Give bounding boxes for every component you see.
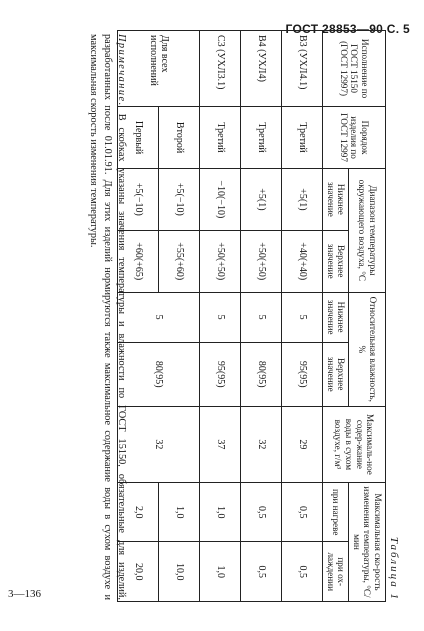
cell-temp-high: +50(+50) xyxy=(241,230,282,292)
cell-hum-high-merged: 80(95) xyxy=(118,342,200,406)
cell-execution: В3 (УХЛ4.1) xyxy=(282,31,323,107)
cell-max-water: 32 xyxy=(241,406,282,482)
header-humidity: Относительная влажность, % xyxy=(349,292,386,406)
cell-temp-high: +60(+65) xyxy=(118,230,159,292)
table-row xyxy=(282,31,323,602)
cell-rate-heat: 1,0 xyxy=(159,482,200,541)
header-temp-high: Верхнее значение xyxy=(323,230,349,292)
cell-temp-high: +40(+40) xyxy=(282,230,323,292)
cell-hum-low: 5 xyxy=(241,292,282,342)
header-max-rate: Максимальная ско-рость изменения температуры, °С/мин xyxy=(349,482,386,601)
cell-rate-heat: 0,5 xyxy=(241,482,282,541)
table-row xyxy=(241,31,282,602)
cell-order: Третий xyxy=(200,107,241,169)
note-text: В скобках указаны значения температуры и влажности по ГОСТ 15150, обязательные для изделий, разработанных после 01.01.91. Для этих изделий нормируются также максимальное содержание воды в сухом воздухе и максимальная скорость изменения температуры. xyxy=(88,34,127,600)
cell-rate-heat: 0,5 xyxy=(282,482,323,541)
table-row xyxy=(159,31,200,602)
header-execution: Исполнение по ГОСТ 15150 (ГОСТ 12997) xyxy=(323,31,386,107)
page-number: 3—136 xyxy=(8,588,41,600)
cell-rate-cool: 0,5 xyxy=(282,542,323,602)
climate-table xyxy=(117,30,386,602)
cell-max-water: 29 xyxy=(282,406,323,482)
header-rate-heat: при нагреве xyxy=(323,482,349,541)
cell-execution: В4 (УХЛ4) xyxy=(241,31,282,107)
cell-rate-cool: 10,0 xyxy=(159,542,200,602)
rotated-table-page xyxy=(74,30,404,605)
cell-temp-high: +55(+60) xyxy=(159,230,200,292)
cell-temp-low: −10(−10) xyxy=(200,168,241,230)
header-rate-cool: при ох-лаждении xyxy=(323,542,349,602)
cell-execution: С3 (УХЛ3.1) xyxy=(200,31,241,107)
header-max-water: Максималь-ное содер-жание воды в сухом воздухе, г/м³ xyxy=(323,406,386,482)
cell-temp-low: +5(−10) xyxy=(159,168,200,230)
note-label: Примечание. xyxy=(116,34,127,107)
header-hum-high: Верхнее значение xyxy=(323,342,349,406)
cell-order: Третий xyxy=(241,107,282,169)
cell-hum-low: 5 xyxy=(282,292,323,342)
cell-temp-low: +5(−10) xyxy=(118,168,159,230)
cell-rate-heat: 2,0 xyxy=(118,482,159,541)
cell-hum-high: 80(95) xyxy=(241,342,282,406)
cell-rate-heat: 1,0 xyxy=(200,482,241,541)
cell-hum-high: 95(95) xyxy=(282,342,323,406)
cell-rate-cool: 20,0 xyxy=(118,542,159,602)
cell-hum-low-merged: 5 xyxy=(118,292,200,342)
header-order: Порядок изделия по ГОСТ 12997 xyxy=(323,107,386,169)
standard-header: ГОСТ 28853—90 С. 5 xyxy=(285,22,410,36)
cell-temp-low: +5(1) xyxy=(241,168,282,230)
cell-max-water: 37 xyxy=(200,406,241,482)
header-temp-range: Диапазон температуры окружающего воздуха, °С xyxy=(349,168,386,292)
cell-order: Второй xyxy=(159,107,200,169)
table-row xyxy=(200,31,241,602)
cell-order: Первый xyxy=(118,107,159,169)
cell-order: Третий xyxy=(282,107,323,169)
cell-max-water-merged: 32 xyxy=(118,406,200,482)
cell-rate-cool: 0,5 xyxy=(241,542,282,602)
cell-execution-all: Для всех исполнений xyxy=(118,31,200,107)
table-note xyxy=(86,34,128,600)
cell-temp-high: +50(+50) xyxy=(200,230,241,292)
cell-hum-high: 95(95) xyxy=(200,342,241,406)
header-hum-low: Нижнее значение xyxy=(323,292,349,342)
table-title: Таблица 1 xyxy=(388,536,400,601)
header-temp-low: Нижнее значение xyxy=(323,168,349,230)
cell-rate-cool: 1,0 xyxy=(200,542,241,602)
cell-hum-low: 5 xyxy=(200,292,241,342)
cell-temp-low: +5(1) xyxy=(282,168,323,230)
